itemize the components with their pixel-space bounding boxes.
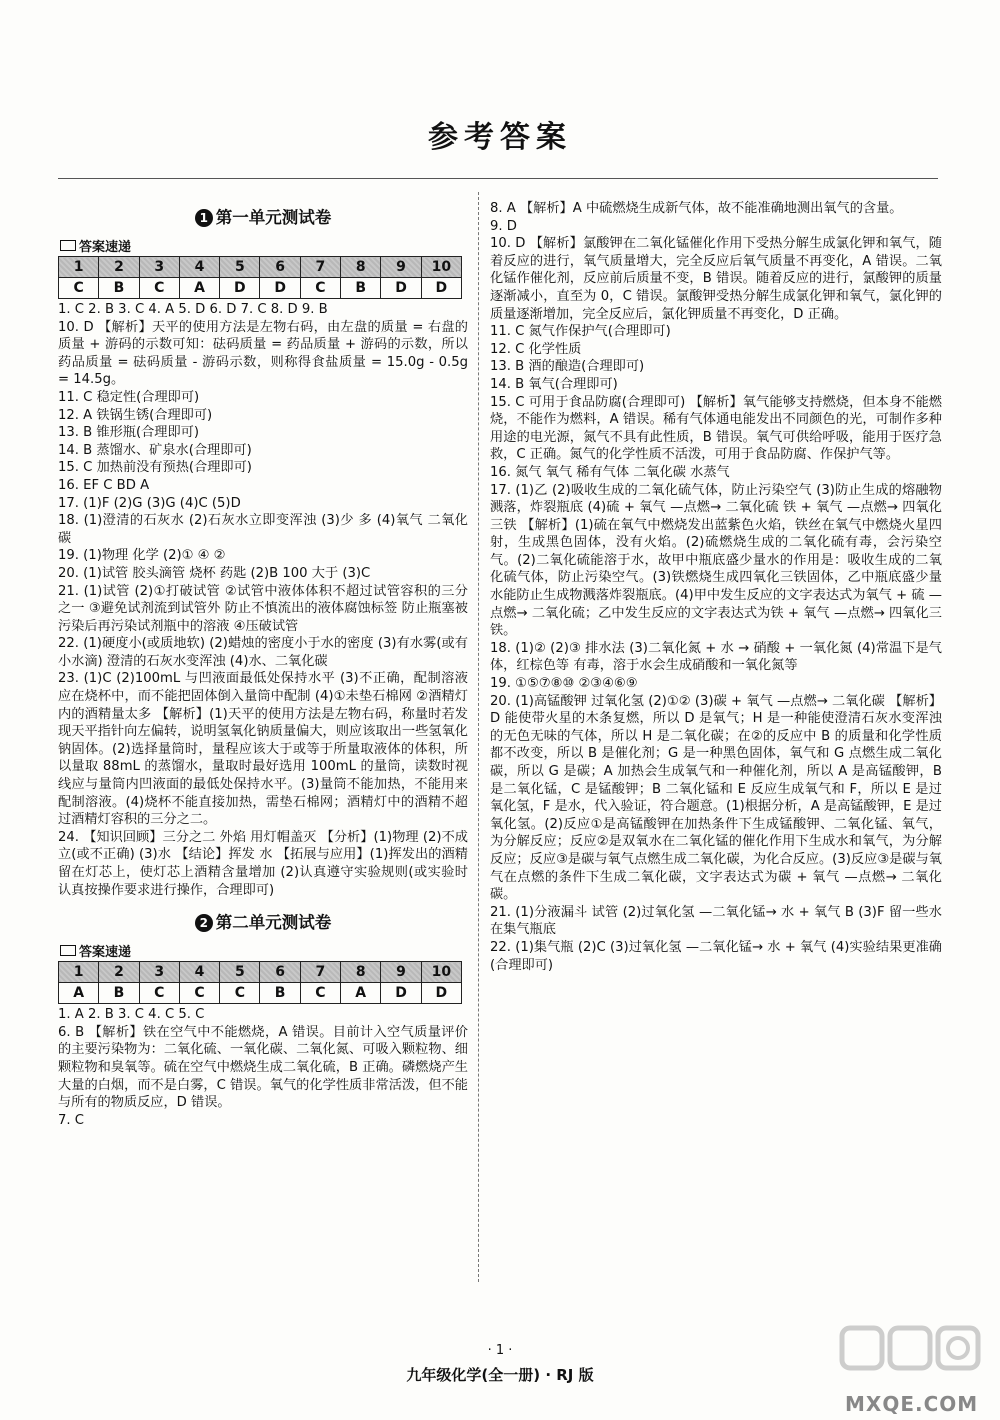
answer-item: 10. D 【解析】氯酸钾在二氧化锰催化作用下受热分解生成氯化钾和氧气，随着反应的进行，氧气质量增大，完全反应后氧气质量不再变化，A 错误。二氧化锰作催化剂，反应前后质量不变，B 错误。随着反应的进行，氯酸钾的质量逐渐减小，直至为 0，C 错误。氯酸钾受热分解生成氯化钾和氧气，氯化钾的质量逐渐增加，完全反应后，氯化钾质量不再变化，D 正确。 (490, 236, 942, 322)
answer-item: 17. (1)乙 (2)吸收生成的二氧化硫气体，防止污染空气 (3)防止生成的熔融物溅落，炸裂瓶底 (4)硫 + 氧气 —点燃→ 二氧化硫 铁 + 氧气 —点燃→ 四氧化三铁 【解析】(1)硫在氧气中燃烧发出蓝紫色火焰，铁丝在氧气中燃烧火星四射，生成黑色固体，没有火焰。(2)硫燃烧生成的二氧化硫有毒，会污染空气。(2)二氧化硫能溶于水，故甲中瓶底盛少量水的作用是：吸收生成的二氧化硫气体，防止污染空气。(3)铁燃烧生成四氧化三铁固体，乙中瓶底盛少量水能防止生成物溅落炸裂瓶底。(4)甲中发生反应的文字表达式为氧气 + 硫 —点燃→ 二氧化硫；乙中发生反应的文字表达式为铁 + 氧气 —点燃→ 四氧化三铁。 (490, 482, 942, 639)
answer-item: 13. B 锥形瓶(合理即可) (58, 425, 200, 441)
answer-item: 1. A 2. B 3. C 4. C 5. C (58, 1007, 205, 1023)
answer-table-2 (58, 961, 462, 1004)
section-unit1-title (58, 204, 468, 228)
answer-cell: C (300, 983, 340, 1004)
answer-cell: D (260, 278, 300, 299)
answer-table-1 (58, 256, 462, 299)
qnum: 6 (260, 257, 300, 278)
answer-table-head (59, 962, 462, 983)
qnum: 10 (421, 257, 461, 278)
qnum: 1 (59, 257, 99, 278)
answer-cell: C (139, 278, 179, 299)
left-column (58, 200, 468, 1129)
answer-item: 19. ①⑤⑦⑧⑩ ②③④⑥⑨ (490, 676, 638, 692)
answer-item: 21. (1)分液漏斗 试管 (2)过氧化氢 —二氧化锰→ 水 + 氧气 B (3)F 留一些水在集气瓶底 (490, 904, 942, 938)
header-rule (58, 178, 938, 179)
answer-item: 16. 氮气 氧气 稀有气体 二氧化碳 水蒸气 (490, 464, 730, 480)
section-number-badge: 2 (195, 914, 213, 932)
answer-item: 15. C 可用于食品防腐(合理即可) 【解析】氧气能够支持燃烧，但本身不能燃烧，不能作为燃料，A 错误。稀有气体通电能发出不同颜色的光，可制作多种用途的电光源，氮气不具有此性质，B 错误。氧气可供给呼吸，能用于医疗急救，C 正确。氮气的化学性质不活泼，可用于食品防腐、作保护气等。 (490, 394, 942, 463)
answer-table-row (59, 278, 462, 299)
qnum: 3 (139, 962, 179, 983)
right-column (490, 200, 942, 974)
answer-item: 13. B 酒的酿造(合理即可) (490, 359, 645, 375)
answer-cell: A (179, 278, 219, 299)
answer-cell: D (220, 278, 260, 299)
answer-cell: C (59, 278, 99, 299)
answer-cell: C (300, 278, 340, 299)
section-unit2-title (58, 909, 468, 933)
page-number: · 1 · (487, 1343, 513, 1358)
answer-item: 21. (1)试管 (2)①打破试管 ②试管中液体体积不超过试管容积的三分之一 ③避免试剂流到试管外 防止不慎流出的液体腐蚀标签 防止瓶塞被污染后再污染试剂瓶中的溶液 ④压破试管 (58, 583, 468, 634)
section-heading: 第一单元测试卷 (215, 208, 332, 227)
qnum: 7 (300, 962, 340, 983)
answer-cell: A (59, 983, 99, 1004)
section-heading: 第二单元测试卷 (215, 913, 332, 933)
answer-cell: D (421, 278, 461, 299)
answer-cell: C (139, 983, 179, 1004)
qnum: 9 (381, 257, 421, 278)
answer-item: 7. C (58, 1112, 84, 1128)
answer-item: 18. (1)② (2)③ 排水法 (3)二氧化氮 + 水 → 硝酸 + 一氧化氮 (4)常温下是气体，红棕色等 有毒，溶于水会生成硝酸和一氧化氮等 (490, 640, 942, 674)
book-title: 九年级化学(全一册) · RJ 版 (406, 1366, 594, 1384)
answer-item: 9. D (490, 218, 517, 234)
answer-item: 11. C 稳定性(合理即可) (58, 389, 200, 405)
qnum: 4 (179, 257, 219, 278)
column-divider (478, 192, 479, 1282)
answer-item: 20. (1)高锰酸钾 过氧化氢 (2)①② (3)碳 + 氧气 —点燃→ 二氧化碳 【解析】D 能使带火星的木条复燃，所以 D 是氧气；H 是一种能使澄清石灰水变浑浊的无色无味的气体，所以 H 是二氧化碳；在②的反应中 B 的质量和化学性质都不改变，所以 B 是催化剂；G 是一种黑色固体，氧气和 G 点燃生成二氧化碳，所以 G 是碳；A 加热会生成氧气和一种催化剂，所以 A 是高锰酸钾，B 是二氧化锰，C 是锰酸钾；B 二氧化锰和 E 反应生成氧气和 F，所以 E 是过氧化氢，F 是水，代入验证，符合题意。(1)根据分析，A 是高锰酸钾，E 是过氧化氢。(2)反应①是高锰酸钾在加热条件下生成锰酸钾、二氧化锰、氧气，为分解反应；反应②是双氧水在二氧化锰的催化作用下生成水和氧气，为分解反应；反应③是碳与氧气点燃生成二氧化碳，为化合反应。(3)反应③是碳与氧气在点燃的条件下生成二氧化碳，文字表达式为碳 + 氧气 —点燃→ 二氧化碳。 (490, 693, 942, 903)
qnum: 8 (341, 257, 381, 278)
qnum: 2 (99, 257, 139, 278)
answer-item: 16. EF C BD A (58, 477, 150, 493)
answer-quick-label (60, 941, 468, 960)
answer-item: 22. (1)硬度小(或质地软) (2)蜡烛的密度小于水的密度 (3)有水雾(或有小水滴) 澄清的石灰水变浑浊 (4)水、二氧化碳 (58, 636, 468, 669)
qnum: 5 (220, 257, 260, 278)
answer-item: 12. A 铁锅生锈(合理即可) (58, 407, 213, 423)
answer-table-head (59, 257, 462, 278)
qnum: 3 (139, 257, 179, 278)
answer-item: 17. (1)F (2)G (3)G (4)C (5)D (58, 495, 241, 511)
answer-item: 24. 【知识回顾】三分之二 外焰 用灯帽盖灭 【分析】(1)物理 (2)不成立(或不正确) (3)水 【结论】挥发 水 【拓展与应用】(1)挥发出的酒精留在灯芯上，使灯芯上酒精含量增加 (2)认真遵守实验规则(或实验时认真按操作要求进行操作，合理即可) (58, 829, 468, 898)
answer-item: 8. A 【解析】A 中硫燃烧生成新气体，故不能准确地测出氧气的含量。 (490, 201, 903, 216)
qnum: 1 (59, 962, 99, 983)
qnum: 7 (300, 257, 340, 278)
answer-cell: B (99, 983, 139, 1004)
answer-cell: C (179, 983, 219, 1004)
section-number-badge: 1 (195, 209, 213, 227)
answer-cell: C (220, 983, 260, 1004)
box-icon (60, 945, 76, 956)
answer-item: 12. C 化学性质 (490, 341, 582, 357)
qnum: 6 (260, 962, 300, 983)
qnum: 5 (220, 962, 260, 983)
answer-item: 22. (1)集气瓶 (2)C (3)过氧化氢 —二氧化锰→ 水 + 氧气 (4)实验结果更准确(合理即可) (490, 939, 942, 973)
answer-cell: A (341, 983, 381, 1004)
answer-cell: D (381, 278, 421, 299)
answer-item: 14. B 蒸馏水、矿泉水(合理即可) (58, 442, 252, 458)
answer-cell: D (421, 983, 461, 1004)
answer-item: 23. (1)C (2)100mL 与凹液面最低处保持水平 (3)不正确，配制溶液应在烧杯中，而不能把固体倒入量筒中配制 (4)①未垫石棉网 ②酒精灯内的酒精量太多 【解析】(1)天平的使用方法是左物右码，称量时若发现天平指针向左偏转，说明氢氧化钠质量偏大，则应该取出一些氢氧化钠固体。(2)选择量筒时，量程应该大于或等于所量取液体的体积，所以量取 88mL 的蒸馏水，量取时最好选用 100mL 的量筒，读数时视线应与量筒内凹液面的最低处保持水平。(3)量筒不能加热，不能用来配制溶液。(4)烧杯不能直接加热，需垫石棉网；酒精灯中的酒精不超过酒精灯容积的三分之二。 (58, 671, 468, 828)
answer-cell: D (381, 983, 421, 1004)
answer-quick-label (60, 236, 468, 255)
answer-cell: B (341, 278, 381, 299)
watermark-text: MXQE.COM (845, 1392, 979, 1416)
box-icon (60, 240, 76, 251)
answer-cell: B (99, 278, 139, 299)
answer-label-text: 答案速递 (79, 945, 132, 961)
answer-item: 19. (1)物理 化学 (2)① ④ ② (58, 548, 226, 564)
qnum: 8 (341, 962, 381, 983)
qnum: 10 (421, 962, 461, 983)
answer-cell: B (260, 983, 300, 1004)
answer-label-text: 答案速递 (79, 240, 132, 255)
answer-item: 18. (1)澄清的石灰水 (2)石灰水立即变浑浊 (3)少 多 (4)氧气 二氧化碳 (58, 513, 468, 546)
answer-item: 1. C 2. B 3. C 4. A 5. D 6. D 7. C 8. D 9. B (58, 302, 328, 317)
qnum: 4 (179, 962, 219, 983)
answer-item: 10. D 【解析】天平的使用方法是左物右码，由左盘的质量 = 右盘的质量 + 游码的示数可知：砝码质量 = 药品质量 + 游码的示数，所以药品质量 = 砝码质量 - 游码示数，则称得食盐质量 = 15.0g - 0.5g = 14.5g。 (58, 319, 468, 388)
answer-item: 20. (1)试管 胶头滴管 烧杯 药匙 (2)B 100 大于 (3)C (58, 565, 371, 581)
answer-item: 14. B 氧气(合理即可) (490, 376, 618, 392)
answer-item: 6. B 【解析】铁在空气中不能燃烧，A 错误。目前计入空气质量评价的主要污染物为：二氧化硫、一氧化碳、二氧化氮、可吸入颗粒物、细颗粒物和臭氧等。硫在空气中燃烧生成二氧化硫，B 正确。磷燃烧产生大量的白烟，而不是白雾，C 错误。氧气的化学性质非常活泼，但不能与所有的物质反应，D 错误。 (58, 1024, 468, 1111)
answer-item: 15. C 加热前没有预热(合理即可) (58, 460, 252, 476)
page-title: 参考答案 (428, 120, 572, 155)
qnum: 2 (99, 962, 139, 983)
answer-item: 11. C 氮气作保护气(合理即可) (490, 324, 671, 340)
answer-table-row (59, 983, 462, 1004)
qnum: 9 (381, 962, 421, 983)
